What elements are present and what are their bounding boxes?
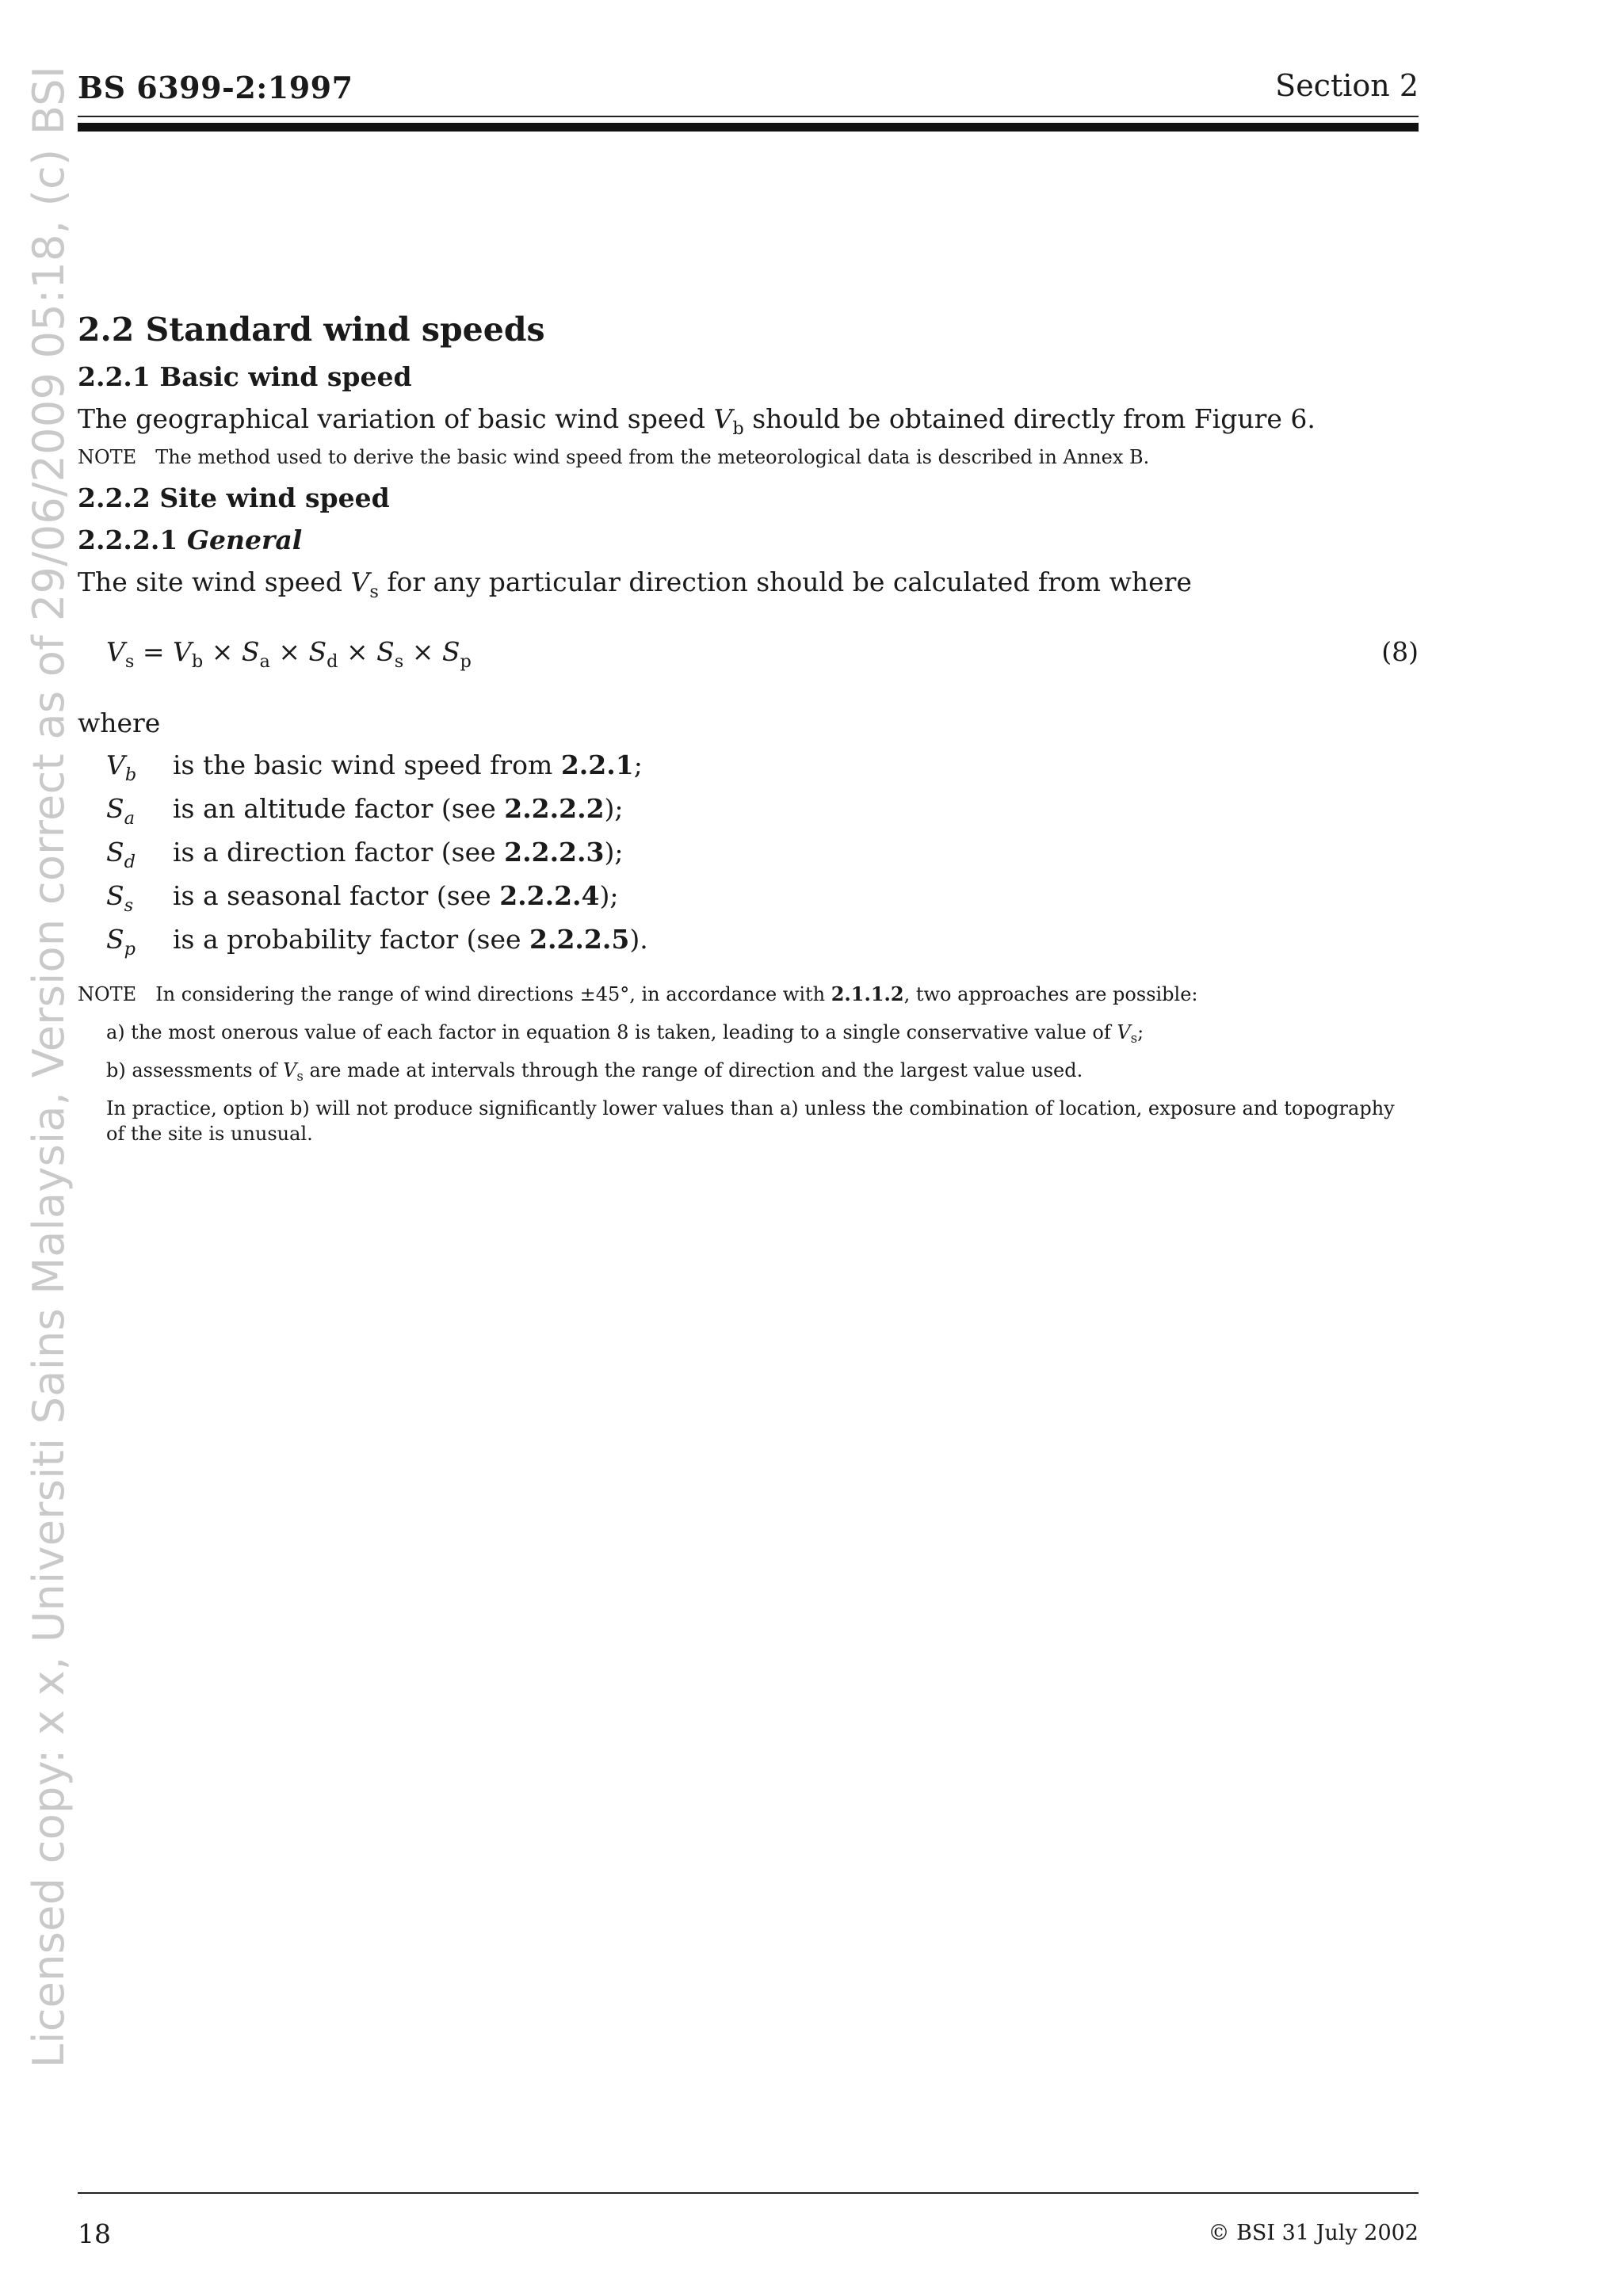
approach-b: b) assessments of $V_s$ are made at intervals through the range of direction and the largest value used. <box>106 1059 1083 1084</box>
footer-rule <box>78 2192 1419 2194</box>
standard-number: BS 6399-2:1997 <box>78 70 353 105</box>
page-number: 18 <box>78 2218 111 2249</box>
approach-list <box>78 1020 1419 1146</box>
definition-item: $S_s$ is a seasonal factor (see 2.2.2.4); <box>106 880 619 916</box>
definition-item: $S_p$ is a probability factor (see 2.2.2.5). <box>106 924 648 959</box>
header-rule-thin <box>78 116 1419 117</box>
header-rule-thick <box>78 123 1419 132</box>
definition-item: $V_b$ is the basic wind speed from 2.2.1; <box>106 749 643 785</box>
basic-wind-speed-note: NOTE The method used to derive the basic wind speed from the meteorological data is described in Annex B. <box>78 446 1150 468</box>
equation-8: $V_s = V_b \times S_a \times S_d \times S_s \times S_p$ (8) <box>106 636 1419 672</box>
heading-2-2: 2.2 Standard wind speeds <box>78 311 545 349</box>
definition-item: $S_d$ is a direction factor (see 2.2.2.3); <box>106 837 624 872</box>
heading-2-2-1: 2.2.1 Basic wind speed <box>78 361 412 392</box>
copyright-notice: © BSI 31 July 2002 <box>1208 2221 1419 2245</box>
main-content <box>78 311 1419 1146</box>
definition-list <box>78 743 1419 961</box>
license-watermark: Licensed copy: x x, Universiti Sains Malaysia, Version correct as of 29/06/2009 05:18, (c) BSI <box>24 65 74 2068</box>
where-label: where <box>78 707 161 738</box>
definition-item: $S_a$ is an altitude factor (see 2.2.2.2); <box>106 793 624 829</box>
approach-a: a) the most onerous value of each factor in equation 8 is taken, leading to a single conservative value of $V_s$; <box>106 1021 1144 1046</box>
heading-2-2-2: 2.2.2 Site wind speed <box>78 482 390 513</box>
heading-2-2-2-1: 2.2.2.1 General <box>78 524 303 555</box>
wind-direction-note: NOTE In considering the range of wind directions ±45°, in accordance with 2.1.1.2, two approaches are possible: <box>78 982 1198 1005</box>
equation-number: (8) <box>1381 636 1419 667</box>
section-label: Section 2 <box>1275 68 1419 103</box>
practice-note: In practice, option b) will not produce significantly lower values than a) unless the combination of location, exposure and topography of the site is unusual. <box>106 1097 1395 1145</box>
site-wind-speed-paragraph: The site wind speed $V_s$ for any particular direction should be calculated from where <box>78 566 1192 602</box>
basic-wind-speed-paragraph: The geographical variation of basic wind speed $V_b$ should be obtained directly from Figure 6. <box>78 403 1316 439</box>
